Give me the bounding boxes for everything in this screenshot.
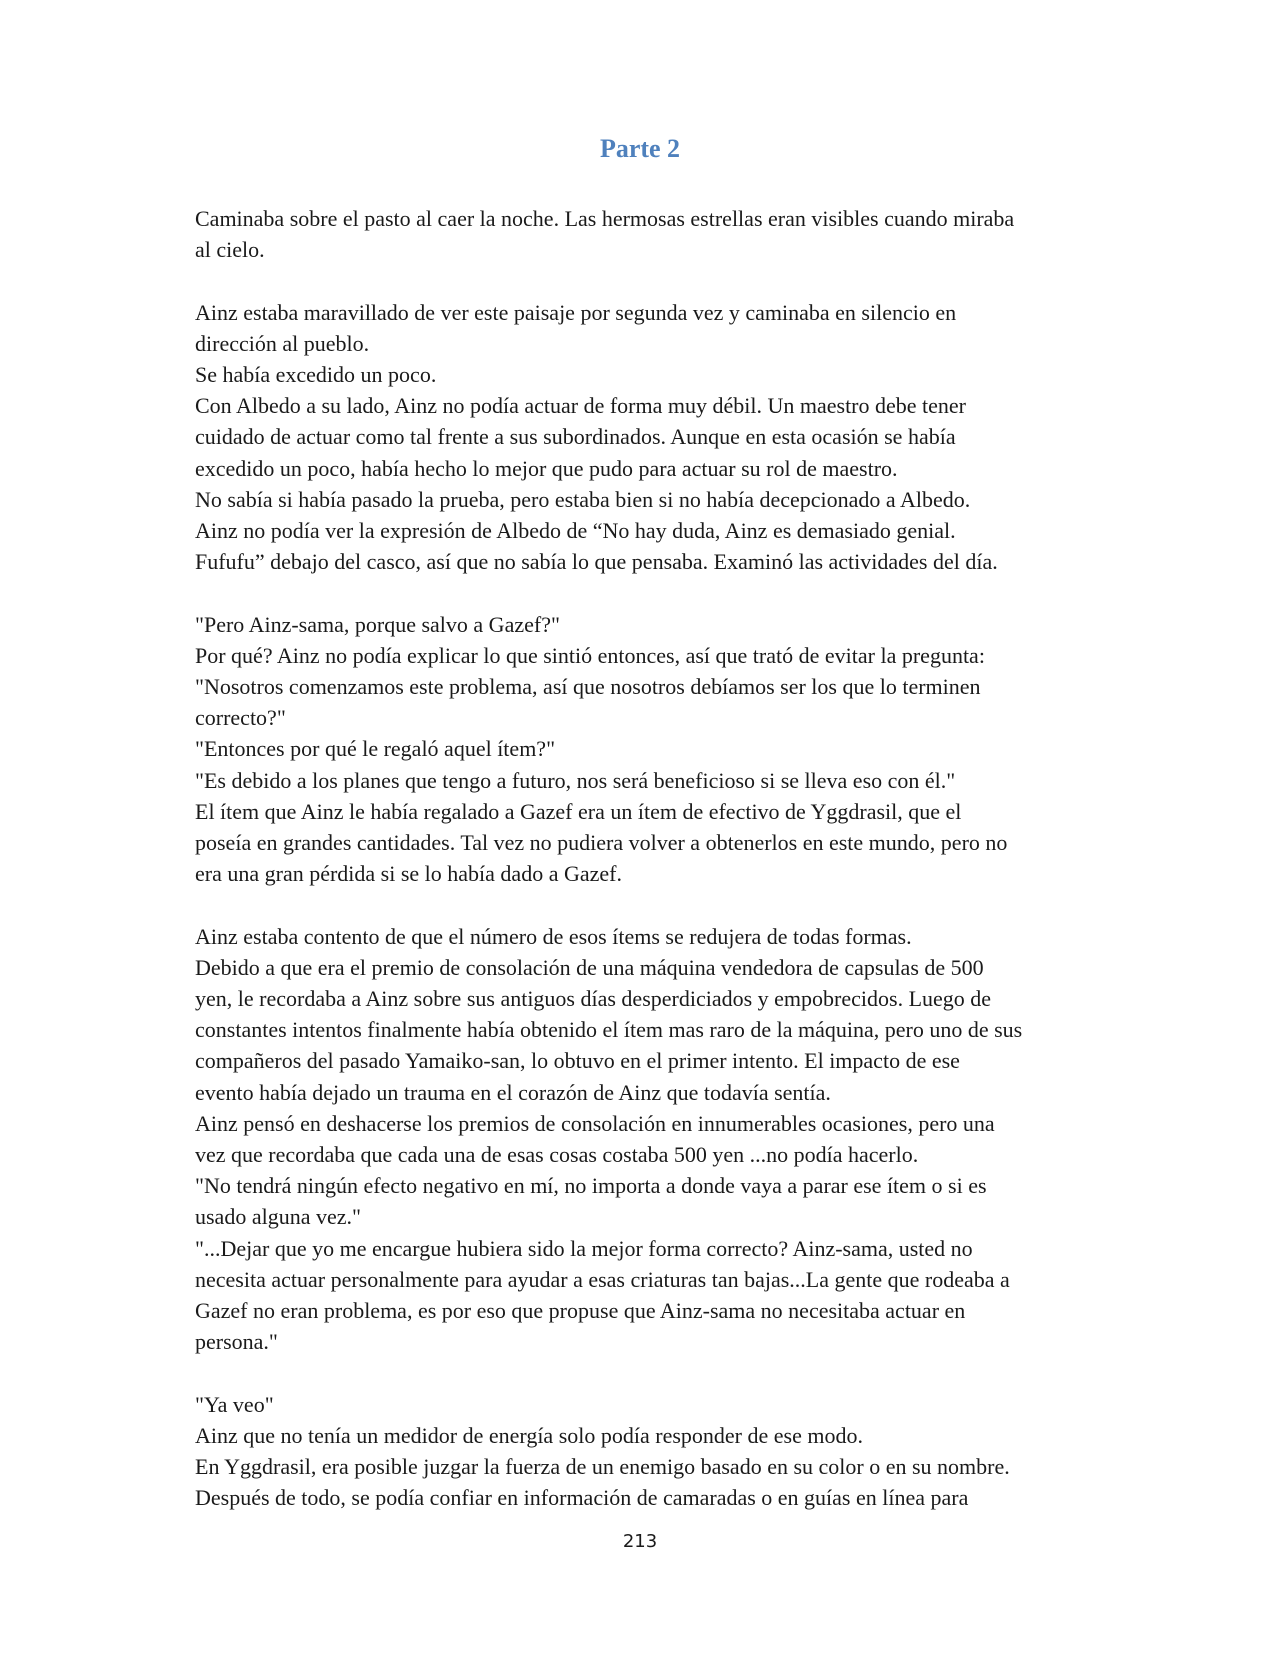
paragraph-gap [195,265,1085,296]
text-line: Gazef no eran problema, es por eso que propuse que Ainz-sama no necesitaba actuar en [195,1298,966,1324]
text-line: No sabía si había pasado la prueba, pero estaba bien si no había decepcionado a Albedo. [195,486,971,512]
body-text [195,203,1085,1513]
text-line: Con Albedo a su lado, Ainz no podía actuar de forma muy débil. Un maestro debe tener [195,393,967,419]
text-line: cuidado de actuar como tal frente a sus subordinados. Aunque en esta ocasión se había [195,424,956,450]
text-line: Ainz estaba maravillado de ver este paisaje por segunda vez y caminaba en silencio en [195,299,957,325]
text-line: vez que recordaba que cada una de esas cosas costaba 500 yen ...no podía hacerlo. [195,1142,919,1168]
text-line: Ainz estaba contento de que el número de esos ítems se redujera de todas formas. [195,923,912,949]
text-line: yen, le recordaba a Ainz sobre sus antiguos días desperdiciados y empobrecidos. Luego de [195,986,992,1012]
text-line: usado alguna vez." [195,1204,361,1230]
text-line: Ainz que no tenía un medidor de energía solo podía responder de ese modo. [195,1422,863,1448]
text-line: "...Dejar que yo me encargue hubiera sido la mejor forma correcto? Ainz-sama, usted no [195,1235,973,1261]
text-line: Debido a que era el premio de consolación de una máquina vendedora de capsulas de 500 [195,954,984,980]
text-line: compañeros del pasado Yamaiko-san, lo obtuvo en el primer intento. El impacto de ese [195,1048,960,1074]
text-line: Caminaba sobre el pasto al caer la noche. Las hermosas estrellas eran visibles cuando miraba [195,206,1015,231]
text-line: Por qué? Ainz no podía explicar lo que sintió entonces, así que trató de evitar la pregunta: [195,642,985,668]
text-line: "No tendrá ningún efecto negativo en mí, no importa a donde vaya a parar ese ítem o si es [195,1173,987,1199]
paragraph-gap [195,889,1085,920]
text-line: Se había excedido un poco. [195,362,437,387]
text-line: dirección al pueblo. [195,330,370,356]
page-number: 213 [622,1531,658,1552]
text-line: "Nosotros comenzamos este problema, así que nosotros debíamos ser los que lo terminen [195,674,981,700]
paragraph-gap [195,1357,1085,1388]
text-line: En Yggdrasil, era posible juzgar la fuerza de un enemigo basado en su color o en su nombre. [195,1454,1010,1480]
text-line: El ítem que Ainz le había regalado a Gazef era un ítem de efectivo de Yggdrasil, que el [195,798,962,824]
text-line: excedido un poco, había hecho lo mejor que pudo para actuar su rol de maestro. [195,455,898,481]
text-line: constantes intentos finalmente había obtenido el ítem mas raro de la máquina, pero uno de sus [195,1017,1023,1043]
text-line: poseía en grandes cantidades. Tal vez no pudiera volver a obtenerlos en este mundo, pero no [195,830,1008,856]
paragraph-gap [195,577,1085,608]
text-line: correcto?" [195,705,286,731]
text-line: era una gran pérdida si se lo había dado a Gazef. [195,861,622,887]
text-line: "Entonces por qué le regaló aquel ítem?" [195,736,556,762]
text-line: al cielo. [195,237,265,263]
text-line: "Pero Ainz-sama, porque salvo a Gazef?" [195,611,560,637]
text-line: Después de todo, se podía confiar en información de camaradas o en guías en línea para [195,1485,969,1511]
text-line: persona." [195,1329,278,1355]
text-line: Ainz pensó en deshacerse los premios de consolación en innumerables ocasiones, pero una [195,1110,995,1136]
text-line: "Ya veo" [195,1391,274,1417]
text-line: Ainz no podía ver la expresión de Albedo de “No hay duda, Ainz es demasiado genial. [195,518,956,544]
text-line: evento había dejado un trauma en el corazón de Ainz que todavía sentía. [195,1079,831,1105]
text-line: "Es debido a los planes que tengo a futuro, nos será beneficioso si se lleva eso con él." [195,767,956,793]
section-heading: Parte 2 [599,134,681,163]
text-line: Fufufu” debajo del casco, así que no sabía lo que pensaba. Examinó las actividades del día. [195,549,998,575]
text-line: necesita actuar personalmente para ayudar a esas criaturas tan bajas...La gente que rodeaba a [195,1266,1010,1292]
